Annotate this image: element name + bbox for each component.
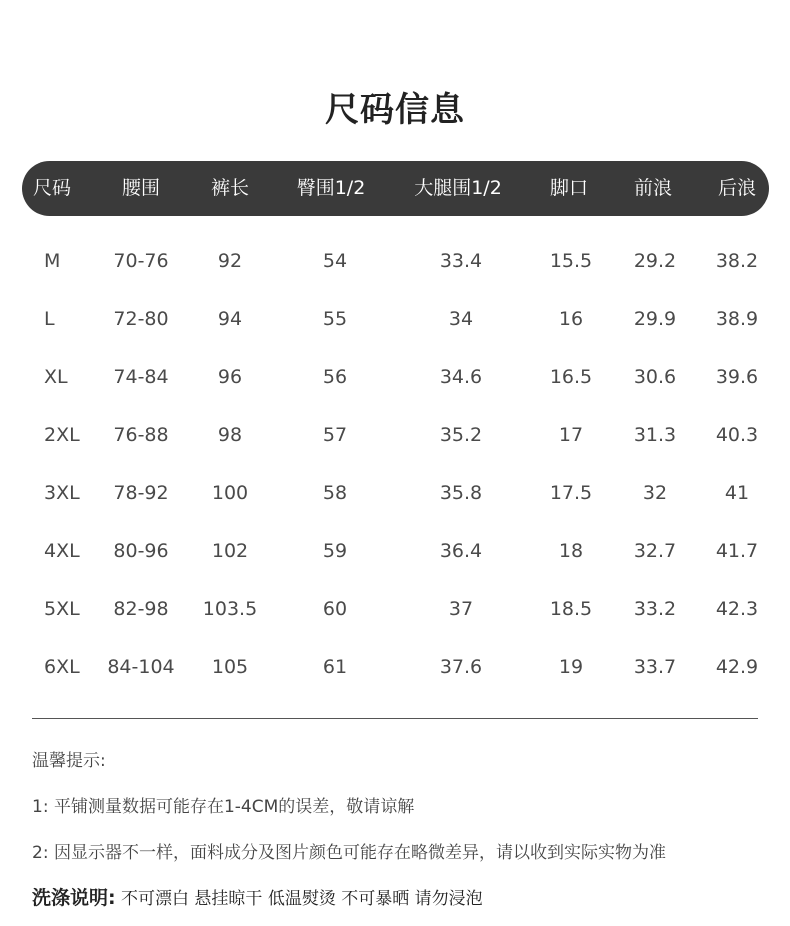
cell-waist: 74-84 (113, 366, 169, 388)
cell-back-rise: 40.3 (715, 424, 759, 446)
cell-back-rise: 38.9 (715, 308, 759, 330)
cell-front-rise: 31.3 (633, 424, 677, 446)
cell-hip: 56 (322, 366, 348, 388)
note-item-1: 1: 平铺测量数据可能存在1-4CM的误差，敬请谅解 (32, 797, 415, 817)
cell-back-rise: 38.2 (715, 250, 759, 272)
cell-back-rise: 42.3 (715, 598, 759, 620)
page-title: 尺码信息 (325, 90, 465, 130)
cell-thigh: 37 (448, 598, 474, 620)
cell-hip: 58 (322, 482, 348, 504)
table-row (0, 299, 790, 339)
cell-leg-opening: 17.5 (549, 482, 593, 504)
cell-size: 6XL (44, 656, 80, 678)
column-header-hip: 臀围1/2 (296, 177, 366, 199)
cell-thigh: 35.8 (439, 482, 483, 504)
cell-thigh: 37.6 (439, 656, 483, 678)
cell-front-rise: 32 (642, 482, 668, 504)
cell-size: 3XL (44, 482, 80, 504)
cell-hip: 61 (322, 656, 348, 678)
cell-back-rise: 42.9 (715, 656, 759, 678)
cell-back-rise: 41 (724, 482, 750, 504)
cell-hip: 54 (322, 250, 348, 272)
cell-leg-opening: 16.5 (549, 366, 593, 388)
table-row (0, 531, 790, 571)
cell-waist: 70-76 (113, 250, 169, 272)
table-row (0, 357, 790, 397)
divider (32, 718, 758, 719)
cell-size: L (44, 308, 55, 330)
cell-hip: 60 (322, 598, 348, 620)
cell-leg-opening: 16 (558, 308, 584, 330)
cell-waist: 84-104 (107, 656, 175, 678)
cell-front-rise: 33.7 (633, 656, 677, 678)
table-row (0, 241, 790, 281)
cell-length: 100 (211, 482, 249, 504)
cell-front-rise: 32.7 (633, 540, 677, 562)
cell-leg-opening: 18 (558, 540, 584, 562)
column-header-waist: 腰围 (121, 177, 161, 199)
cell-leg-opening: 18.5 (549, 598, 593, 620)
column-header-front-rise: 前浪 (633, 177, 673, 199)
cell-hip: 59 (322, 540, 348, 562)
table-header (22, 161, 769, 216)
cell-length: 102 (211, 540, 249, 562)
column-header-leg-opening: 脚口 (549, 177, 589, 199)
cell-thigh: 36.4 (439, 540, 483, 562)
table-row (0, 589, 790, 629)
cell-hip: 57 (322, 424, 348, 446)
cell-waist: 82-98 (113, 598, 169, 620)
notes-heading: 温馨提示: (32, 751, 106, 771)
cell-back-rise: 39.6 (715, 366, 759, 388)
table-row (0, 647, 790, 687)
cell-thigh: 34.6 (439, 366, 483, 388)
column-header-back-rise: 后浪 (717, 177, 757, 199)
cell-thigh: 35.2 (439, 424, 483, 446)
cell-thigh: 33.4 (439, 250, 483, 272)
cell-leg-opening: 17 (558, 424, 584, 446)
cell-waist: 78-92 (113, 482, 169, 504)
cell-length: 94 (217, 308, 243, 330)
cell-waist: 72-80 (113, 308, 169, 330)
cell-thigh: 34 (448, 308, 474, 330)
cell-size: XL (44, 366, 68, 388)
cell-waist: 76-88 (113, 424, 169, 446)
column-header-length: 裤长 (210, 177, 250, 199)
cell-front-rise: 29.2 (633, 250, 677, 272)
washing-text: 不可漂白 悬挂晾干 低温熨烫 不可暴晒 请勿浸泡 (121, 889, 483, 909)
cell-front-rise: 29.9 (633, 308, 677, 330)
cell-waist: 80-96 (113, 540, 169, 562)
column-header-thigh: 大腿围1/2 (414, 177, 502, 199)
column-header-size: 尺码 (32, 177, 72, 199)
cell-length: 92 (217, 250, 243, 272)
note-item-2: 2: 因显示器不一样，面料成分及图片颜色可能存在略微差异，请以收到实际实物为准 (32, 843, 666, 863)
cell-length: 98 (217, 424, 243, 446)
cell-length: 96 (217, 366, 243, 388)
cell-leg-opening: 15.5 (549, 250, 593, 272)
cell-leg-opening: 19 (558, 656, 584, 678)
cell-size: 4XL (44, 540, 80, 562)
washing-label: 洗涤说明: (32, 887, 116, 909)
cell-front-rise: 30.6 (633, 366, 677, 388)
table-row (0, 473, 790, 513)
cell-front-rise: 33.2 (633, 598, 677, 620)
cell-length: 105 (211, 656, 249, 678)
cell-size: 5XL (44, 598, 80, 620)
washing-instructions (32, 883, 483, 910)
cell-size: 2XL (44, 424, 80, 446)
cell-length: 103.5 (202, 598, 258, 620)
cell-back-rise: 41.7 (715, 540, 759, 562)
cell-size: M (44, 250, 61, 272)
cell-hip: 55 (322, 308, 348, 330)
table-row (0, 415, 790, 455)
